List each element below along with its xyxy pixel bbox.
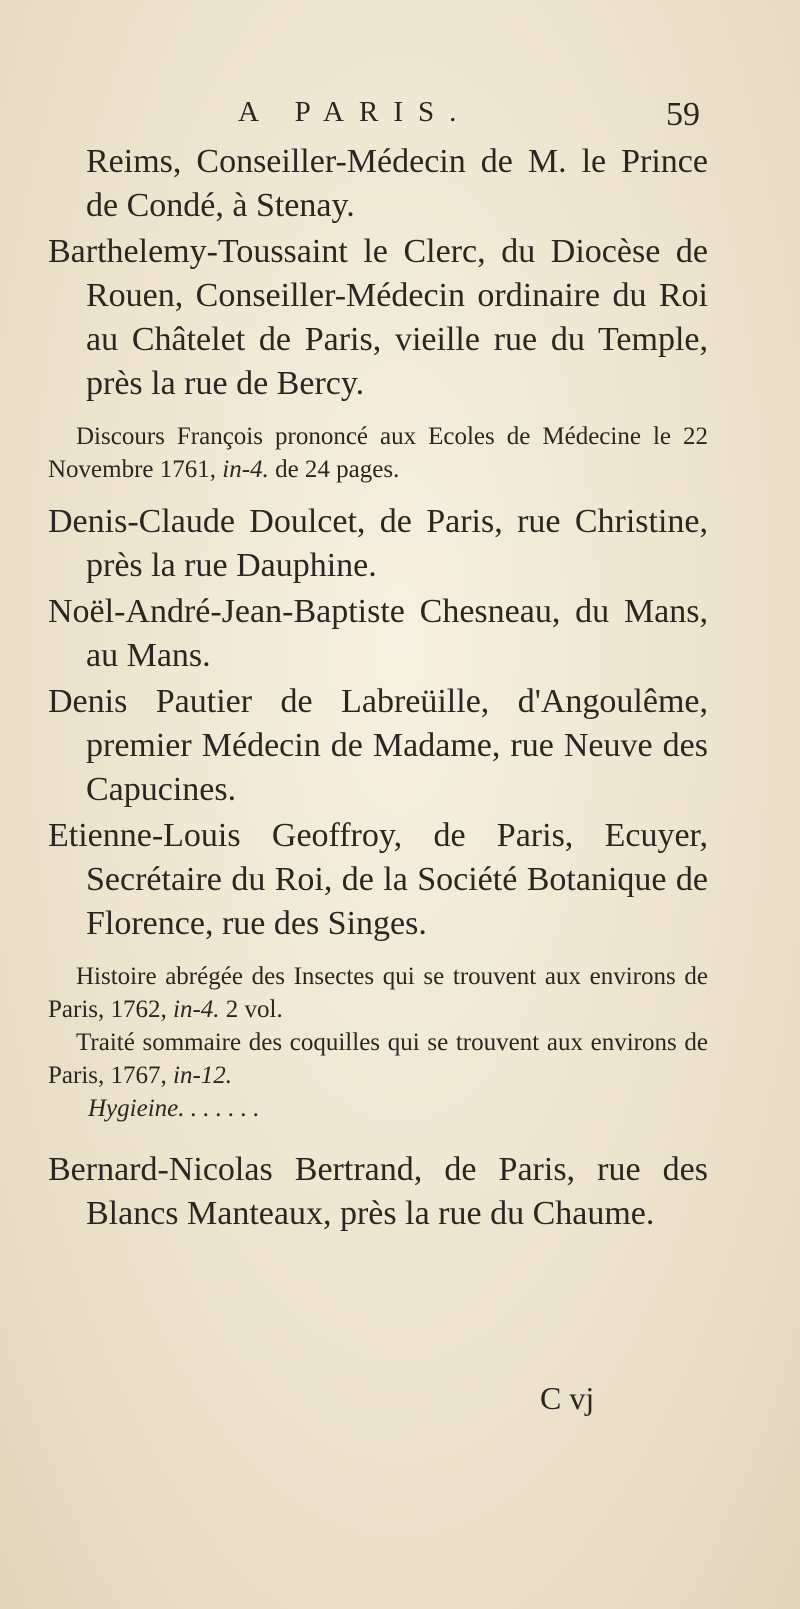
work-title: Discours François prononcé aux Ecoles de Médecine le 22 Novembre 1761,: [48, 423, 708, 483]
work-title: Histoire abrégée des Insectes qui se trouvent aux environs de Paris, 1762,: [48, 963, 708, 1023]
page-number: 59: [666, 96, 700, 133]
entry-bertrand: Bernard-Nicolas Bertrand, de Paris, rue des Blancs Manteaux, près la rue du Chaume.: [48, 1151, 708, 1232]
entry-leclerc: Barthelemy-Toussaint le Clerc, du Diocèse de Rouen, Conseiller-Médecin ordinaire du Roi au Châtelet de Paris, vieille rue du Temple, près la rue de Bercy.: [48, 233, 708, 402]
work-insectes: [48, 960, 708, 1026]
signature-mark: C vj: [540, 1380, 595, 1416]
page-header: [0, 96, 800, 146]
entry-doulcet: Denis-Claude Doulcet, de Paris, rue Christine, près la rue Dauphine.: [48, 503, 708, 584]
work-title: Traité sommaire des coquilles qui se trouvent aux environs de Paris, 1767,: [48, 1029, 708, 1089]
entry-geoffroy: Etienne-Louis Geoffroy, de Paris, Ecuyer, Secrétaire du Roi, de la Société Botanique de Florence, rue des Singes.: [48, 817, 708, 942]
entry-continuation: Reims, Conseiller-Médecin de M. le Prince de Condé, à Stenay.: [86, 143, 708, 224]
work-hygieine: Hygieine. . . . . . .: [88, 1095, 260, 1122]
entry-chesneau: Noël-André-Jean-Baptiste Chesneau, du Mans, au Mans.: [48, 593, 708, 674]
work-coquilles: [48, 1026, 708, 1092]
work-format: in-12.: [173, 1062, 233, 1089]
work-format: in-4.: [173, 996, 220, 1023]
work-tail: 2 vol.: [225, 996, 283, 1023]
work-discours: [48, 420, 708, 486]
page-body: [48, 140, 708, 1238]
work-tail: de 24 pages.: [275, 456, 400, 483]
work-format: in-4.: [222, 456, 269, 483]
running-head: A PARIS.: [238, 96, 472, 128]
entry-pautier: Denis Pautier de Labreüille, d'Angoulême, premier Médecin de Madame, rue Neuve des Capucines.: [48, 683, 708, 808]
